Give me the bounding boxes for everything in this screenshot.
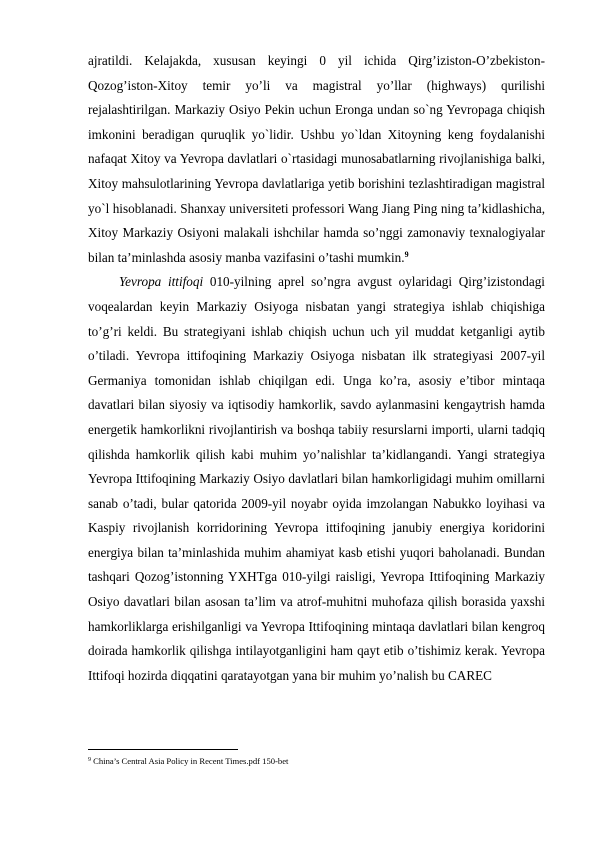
paragraph-1-text: ajratildi. Kelajakda, xususan keyingi 0 yil ichida Qirg’iziston-O’zbekiston-Qozog’iston-Xitoy temir yo’li va magistral yo’llar (highways) qurilishi rejalashtirilgan. Markaziy Osiyo Pekin uchun Eronga undan so`ng Yevropaga chiqish imkonini beradigan quruqlik yo`lidir. Ushbu yo`ldan Xitoyning keng foydalanishi nafaqat Xitoy va Yevropa davlatlari o`rtasidagi munosabatlarning rivojlanishiga balki, Xitoy mahsulotlarining Yevropa davlatlariga yetib borishini tezlashtiradigan magistral yo`l hisoblanadi. Shanxay universiteti professori Wang Jiang Ping ning ta’kidlashicha, Xitoy Markaziy Osiyoni malakali ishchilar hamda so’nggi zamonaviy texnalogiyalar bilan ta’minlashda asosiy manba vazifasini o’tashi mumkin. (88, 53, 545, 265)
footnote (88, 755, 545, 767)
footnote-text: China’s Central Asia Policy in Recent Times.pdf 150-bet (91, 756, 289, 766)
footnote-separator (88, 749, 238, 750)
paragraph-1 (88, 49, 545, 270)
footnote-reference[interactable]: 9 (404, 249, 409, 259)
document-body (88, 49, 545, 688)
paragraph-2 (88, 270, 545, 688)
paragraph-2-lead-term: Yevropa ittifoqi (119, 274, 204, 290)
footnote-number: 9 (88, 757, 91, 763)
paragraph-2-text: 010-yilning aprel so’ngra avgust oylaridagi Qirg’izistondagi voqealardan keyin Markaziy Osiyoga nisbatan yangi strategiya ishlab chiqishiga to’g’ri keldi. Bu strategiyani ishlab chiqish uchun uch yil muddat ketganligi aytib o’tiladi. Yevropa ittifoqining Markaziy Osiyoga nisbatan ilk strategiyasi 2007-yil Germaniya tomonidan ishlab chiqilgan edi. Unga ko’ra, asosiy e’tibor mintaqa davatlari bilan siyosiy va iqtisodiy hamkorlik, savdo aylanmasini kengaytrish hamda energetik hamkorlikni rivojlantirish va boshqa tabiiy resurslarni importi, ularni tadqiq qilishda hamkorlik qilish kabi muhim yo’nalishlar ta’kidlangandi. Yangi strategiya Yevropa Ittifoqining Markaziy Osiyo davlatlari bilan hamkorligidagi muhim omillarni sanab o’tadi, bular qatorida 2009-yil noyabr oyida imzolangan Nabukko loyihasi va Kaspiy rivojlanish korridorining Yevropa ittifoqining janubiy energiya koridorini energiya bilan ta’minlashida muhim ahamiyat kasb etishi yuqori baholanadi. Bundan tashqari Qozog’istonning YXHTga 010-yilgi raisligi, Yevropa Ittifoqining Markaziy Osiyo davatlari bilan asosan ta’lim va atrof-muhitni muhofaza qilish borasida yaxshi hamkorliklarga erishilganligi va Yevropa Ittifoqining mintaqa davlatlari bilan kengroq doirada hamkorlik qilishga intilayotganligini ham qayt etib o’tishimiz kerak. Yevropa Ittifoqi hozirda diqqatini qaratayotgan yana bir muhim yo’nalish bu CAREC (88, 274, 545, 683)
